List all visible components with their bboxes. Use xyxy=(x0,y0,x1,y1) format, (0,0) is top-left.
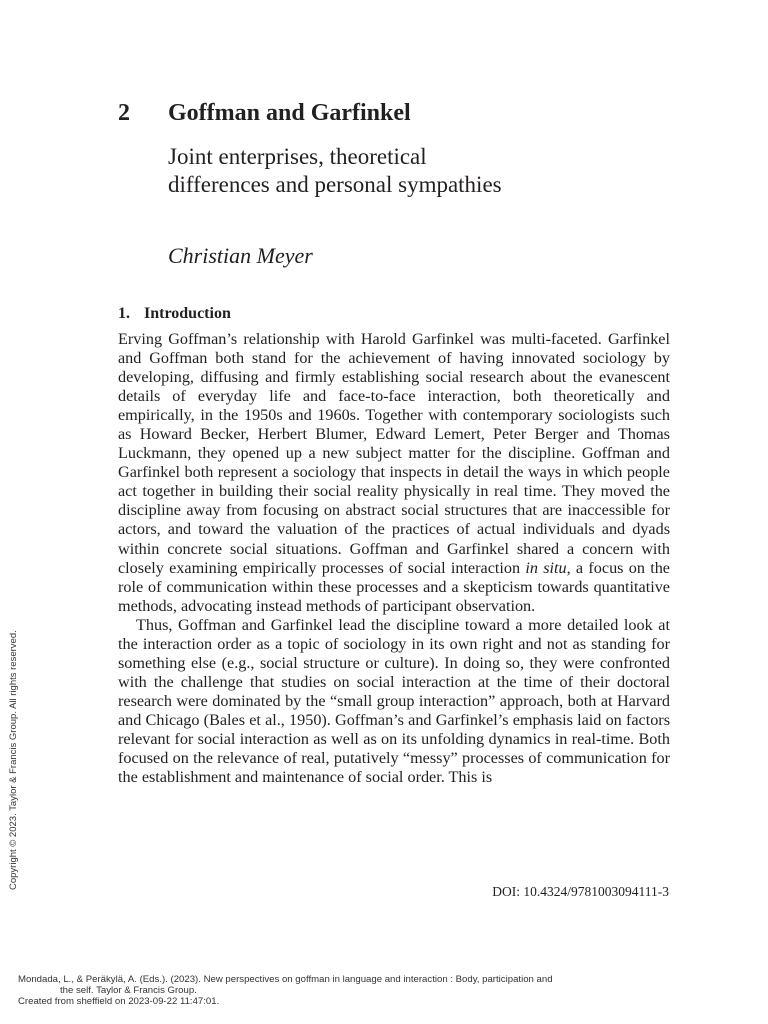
paragraph xyxy=(118,616,670,787)
chapter-number: 2 xyxy=(118,100,130,126)
footer-line: the self. Taylor & Francis Group. xyxy=(60,985,197,996)
paragraph xyxy=(118,330,670,616)
doi-label: DOI: 10.4324/9781003094111-3 xyxy=(492,884,669,899)
paragraph-emphasis: in situ xyxy=(525,558,567,577)
section-number: 1. xyxy=(118,305,130,322)
chapter-subtitle: Joint enterprises, theoretical differences and personal sympathies xyxy=(168,144,502,197)
chapter-title: Goffman and Garfinkel xyxy=(168,100,411,126)
citation-footer xyxy=(18,974,638,1007)
body-text xyxy=(118,330,670,787)
footer-line: Mondada, L., & Peräkylä, A. (Eds.). (2023). New perspectives on goffman in language and interaction : Body, participation and xyxy=(18,974,553,985)
side-copyright-notice: Copyright © 2023. Taylor & Francis Group. All rights reserved. xyxy=(8,630,19,890)
chapter-author: Christian Meyer xyxy=(168,243,313,268)
footer-line: Created from sheffield on 2023-09-22 11:47:01. xyxy=(18,996,220,1007)
section-heading xyxy=(118,305,231,323)
paragraph-text: , a focus on the role of communication within these processes and a skepticism towards quantitative methods, advocating instead methods of participant observation. xyxy=(118,558,670,615)
section-title: Introduction xyxy=(144,305,231,322)
paragraph-text: Erving Goffman’s relationship with Harold Garfinkel was multi-faceted. Garfinkel and Goffman both stand for the achievement of having innovated sociology by developing, diffusing and firmly establishing social research about the evanescent details of everyday life and face-to-face interaction, both theoretically and empirically, in the 1950s and 1960s. Together with contemporary sociologists such as Howard Becker, Herbert Blumer, Edward Lemert, Peter Berger and Thomas Luckmann, they opened up a new subject matter for the discipline. Goffman and Garfinkel both represent a sociology that inspects in detail the ways in which people act together in building their social reality physically in real time. They moved the discipline away from focusing on abstract social structures that are inaccessible for actors, and toward the valuation of the practices of actual individuals and dyads within concrete social situations. Goffman and Garfinkel shared a concern with closely examining empirically processes of social interaction xyxy=(118,330,670,577)
paragraph-text: Thus, Goffman and Garfinkel lead the discipline toward a more detailed look at the interaction order as a topic of sociology in its own right and not as standing for something else (e.g., social structure or culture). In doing so, they were confronted with the challenge that studies on social interaction at the time of their doctoral research were dominated by the “small group interaction” approach, both at Harvard and Chicago (Bales et al., 1950). Goffman’s and Garfinkel’s emphasis laid on factors relevant for social interaction as well as on its unfolding dynamics in real-time. Both focused on the relevance of real, putatively “messy” processes of communication for the establishment and maintenance of social order. This is xyxy=(118,615,670,787)
